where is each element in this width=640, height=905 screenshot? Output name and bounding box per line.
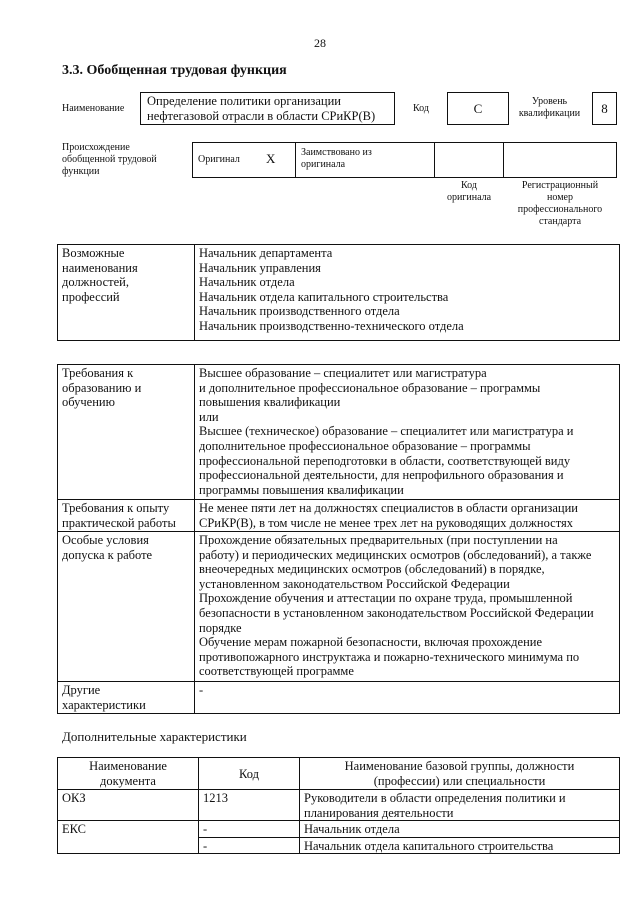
row-name-line: Руководители в области определения политики и [304,791,566,805]
requirement-value-line: установленном законодательством Российской Федерации [199,576,510,591]
requirement-value-line: повышения квалификации [199,395,341,410]
code-original-caption [434,180,504,204]
requirement-value-line: противопожарного инструктажа и пожарно-технического минимума по [199,649,580,664]
requirement-label-line: допуска к работе [62,547,153,562]
requirement-value-line: внеочередных медицинских осмотров (обследований) в порядке, [199,562,545,577]
requirement-value-line: профессиональной переподготовки в области, соответствующей виду [199,453,571,468]
function-name-box [140,92,395,125]
list-item: Начальник управления [199,260,321,275]
requirement-label-line: Требования к опыту [62,501,170,515]
requirement-value-line: профессиональной деятельности, для непрофильного образования и [199,468,564,483]
row-name [300,821,620,838]
other-label [58,682,195,714]
row-doc: ЕКС [58,821,199,854]
other-value [195,682,620,714]
requirement-value-line: работу) и периодических медицинских осмотров (обследований), а также [199,547,592,562]
borrowed-label-line: Заимствовано из [301,147,372,158]
requirement-label-line: образованию и [62,380,142,395]
page-number: 28 [314,36,326,50]
positions-label-line: наименования [62,260,138,275]
header-doc-line: документа [100,773,156,788]
origin-divider [503,142,504,178]
table-row [58,821,620,838]
name-label: Наименование [62,103,125,114]
row-name-line: Начальник отдела [304,822,400,837]
table-row [58,790,620,821]
requirement-value-line: - [199,683,204,697]
origin-divider [295,142,296,178]
list-item: Начальник отдела капитального строительства [199,289,449,304]
borrowed-label-line: оригинала [301,159,346,170]
list-item: Начальник департамента [199,246,333,260]
positions-label [58,245,195,341]
code-label: Код [413,103,429,114]
requirement-label-line: характеристики [62,697,146,712]
requirement-label-line: обучению [62,395,115,410]
requirement-value-line: Прохождение обязательных предварительных (при поступлении на [199,533,558,547]
level-label-line: квалификации [518,108,581,119]
row-name [300,837,620,854]
list-item: Начальник производственно-технического отдела [199,318,464,333]
positions-table [57,244,620,341]
origin-label [62,142,157,178]
row-name-line: Начальник отдела капитального строительства [304,838,554,853]
table-row [58,245,620,341]
requirement-label-line: Требования к [62,366,134,380]
table-row [58,532,620,682]
row-code: - [199,837,300,854]
reg-number-line: профессионального [517,204,603,215]
origin-label-line: обобщенной трудовой [62,154,157,165]
requirement-value-line: соответствующей программе [199,664,354,679]
level-label-line: Уровень [531,96,568,107]
positions-label-line: Возможные [62,246,125,260]
header-name [300,758,620,790]
row-code: - [199,821,300,838]
code-original-line: оригинала [446,192,492,203]
list-item: Начальник отдела [199,275,295,290]
original-label: Оригинал [198,154,240,165]
header-name-line: Наименование базовой группы, должности [344,759,575,773]
reg-number-line: стандарта [538,216,582,227]
origin-table [192,142,617,178]
requirements-table [57,364,620,714]
education-value [195,365,620,500]
reg-number-line: Регистрационный [521,180,599,191]
header-doc-line: Наименование [89,759,167,773]
header-code: Код [199,758,300,790]
function-name-line: Определение политики организации [147,94,341,108]
requirement-label-line: Особые условия [62,533,149,547]
requirement-value-line: СРиКР(В), в том числе не менее трех лет на руководящих должностях [199,515,574,530]
row-name [300,790,620,821]
requirement-value-line: дополнительное профессиональное образование – программы [199,438,531,453]
function-name-line: нефтегазовой отрасли в области СРиКР(В) [147,108,376,123]
special-conditions-label [58,532,195,682]
row-doc: ОКЗ [58,790,199,821]
requirement-label-line: Другие [62,683,101,697]
requirement-value-line: безопасности в установленном законодательством Российской Федерации [199,605,594,620]
positions-label-line: профессий [62,289,120,304]
table-row [58,758,620,790]
positions-label-line: должностей, [62,275,129,290]
requirement-label-line: практической работы [62,515,176,530]
level-label [512,96,587,120]
requirement-value-line: Высшее образование – специалитет или магистратура [199,366,487,380]
experience-value [195,500,620,532]
section-title: 3.3. Обобщенная трудовая функция [62,63,287,78]
table-row [58,365,620,500]
requirement-value-line: Обучение мерам пожарной безопасности, включая прохождение [199,635,542,650]
requirement-value-line: или [199,409,219,424]
row-name-line: планирования деятельности [304,805,454,820]
additional-table [57,757,620,854]
requirement-value-line: и дополнительное профессиональное образование – программы [199,380,541,395]
origin-label-line: Происхождение [62,142,130,153]
experience-label [58,500,195,532]
additional-title: Дополнительные характеристики [62,729,247,744]
reg-number-caption [503,180,617,228]
requirement-value-line: программы повышения квалификации [199,482,404,497]
code-value-box: C [447,92,509,125]
special-conditions-value [195,532,620,682]
requirement-value-line: Прохождение обучения и аттестации по охране труда, промышленной [199,591,573,606]
requirement-value-line: Высшее (техническое) образование – специалитет или магистратура и [199,424,574,439]
list-item: Начальник производственного отдела [199,304,400,319]
level-value-box: 8 [592,92,617,125]
education-label [58,365,195,500]
code-original-line: Код [461,180,477,191]
reg-number-line: номер [547,192,573,203]
table-row [58,682,620,714]
table-row [58,500,620,532]
original-mark: X [266,151,276,166]
header-doc [58,758,199,790]
borrowed-label [301,147,372,171]
requirement-value-line: Не менее пяти лет на должностях специалистов в области организации [199,501,578,515]
row-code: 1213 [199,790,300,821]
origin-label-line: функции [62,166,100,177]
origin-divider [434,142,435,178]
header-name-line: (профессии) или специальности [373,773,546,788]
positions-list [195,245,620,341]
requirement-value-line: порядке [199,620,242,635]
